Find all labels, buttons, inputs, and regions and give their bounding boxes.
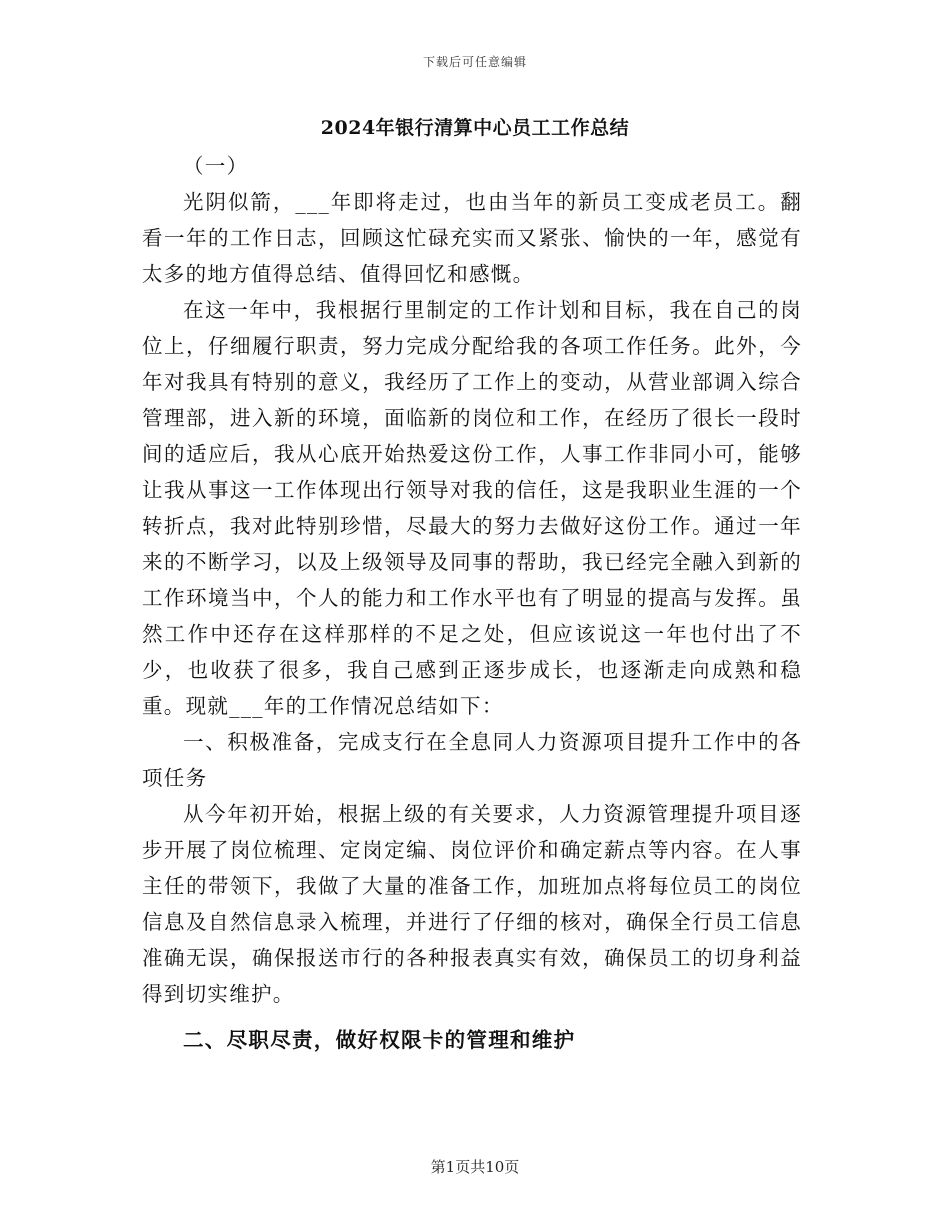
document-title: 2024年银行清算中心员工工作总结 bbox=[320, 117, 630, 139]
section-one-heading: 一、积极准备，完成支行在全息同人力资源项目提升工作中的各项任务 bbox=[142, 730, 802, 790]
body-paragraph-1: 光阴似箭，___年即将走过，也由当年的新员工变成老员工。翻看一年的工作日志，回顾这忙碌充实而又紧张、愉快的一年，感觉有太多的地方值得总结、值得回忆和感慨。 bbox=[142, 190, 802, 286]
document-body bbox=[142, 148, 802, 1058]
paragraph-spacer bbox=[142, 1012, 802, 1022]
body-paragraph-3: 从今年初开始，根据上级的有关要求，人力资源管理提升项目逐步开展了岗位梳理、定岗定编、岗位评价和确定薪点等内容。在人事主任的带领下，我做了大量的准备工作，加班加点将每位员工的岗位信息及自然信息录入梳理，并进行了仔细的核对，确保全行员工信息准确无误，确保报送市行的各种报表真实有效，确保员工的切身利益得到切实维护。 bbox=[142, 802, 802, 1006]
page-footer: 第1页共10页 bbox=[430, 1158, 520, 1176]
header-note: 下载后可任意编辑 bbox=[422, 55, 527, 69]
section-label: （一） bbox=[183, 154, 249, 178]
body-paragraph-2: 在这一年中，我根据行里制定的工作计划和目标，我在自己的岗位上，仔细履行职责，努力完成分配给我的各项工作任务。此外，今年对我具有特别的意义，我经历了工作上的变动，从营业部调入综合管理部，进入新的环境，面临新的岗位和工作，在经历了很长一段时间的适应后，我从心底开始热爱这份工作，人事工作非同小可，能够让我从事这一工作体现出行领导对我的信任，这是我职业生涯的一个转折点，我对此特别珍惜，尽最大的努力去做好这份工作。通过一年来的不断学习，以及上级领导及同事的帮助，我已经完全融入到新的工作环境当中，个人的能力和工作水平也有了明显的提高与发挥。虽然工作中还存在这样那样的不足之处，但应该说这一年也付出了不少，也收获了很多，我自己感到正逐步成长，也逐渐走向成熟和稳重。现就___年的工作情况总结如下： bbox=[142, 298, 802, 718]
section-two-heading: 二、尽职尽责，做好权限卡的管理和维护 bbox=[183, 1028, 576, 1052]
